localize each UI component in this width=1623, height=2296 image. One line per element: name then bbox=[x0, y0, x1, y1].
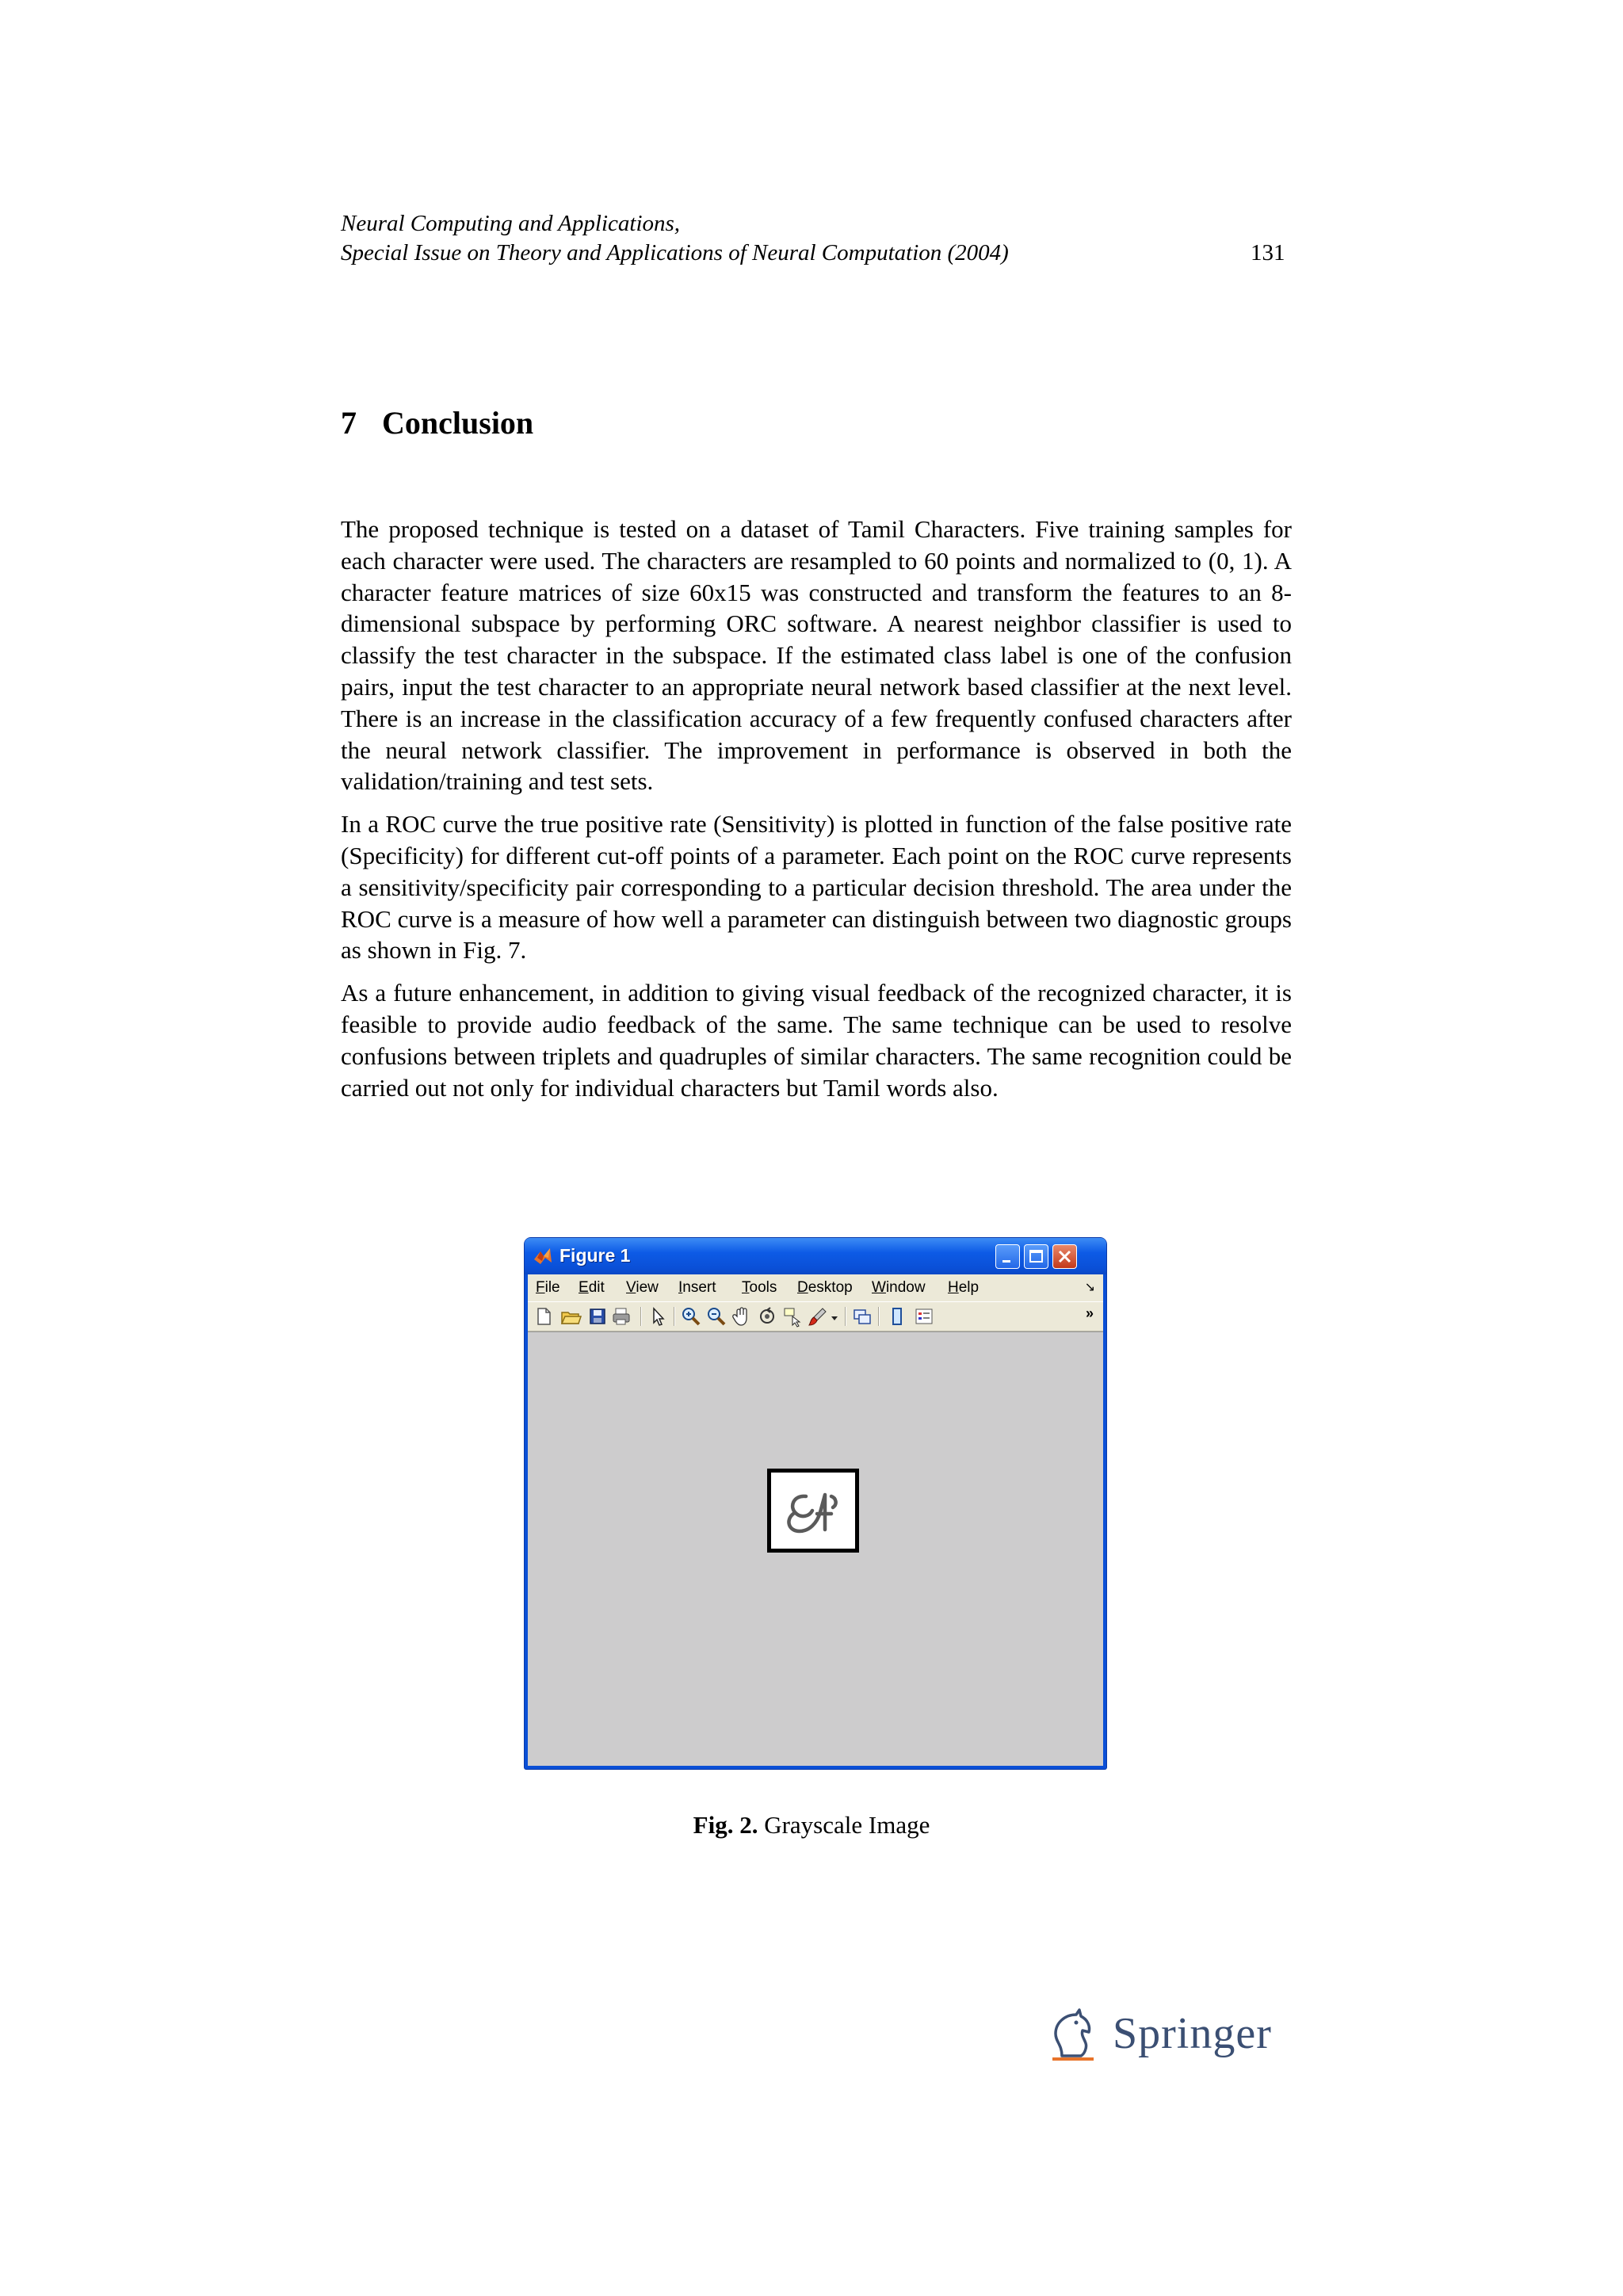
zoom-in-button[interactable] bbox=[680, 1305, 702, 1328]
section-heading bbox=[341, 404, 533, 442]
save-disk-icon bbox=[586, 1305, 609, 1328]
window-title: Figure 1 bbox=[559, 1245, 631, 1266]
open-file-button[interactable] bbox=[559, 1305, 582, 1328]
section-number: 7 bbox=[341, 405, 357, 441]
data-cursor-button[interactable] bbox=[781, 1305, 804, 1328]
menu-tools[interactable]: Tools bbox=[742, 1279, 777, 1296]
menu-edit[interactable]: Edit bbox=[579, 1279, 605, 1296]
caption-label: Fig. 2. bbox=[693, 1811, 758, 1839]
new-file-icon bbox=[533, 1305, 555, 1328]
menu-file[interactable]: File bbox=[536, 1279, 560, 1296]
toolbar bbox=[528, 1301, 1103, 1331]
zoom-out-button[interactable] bbox=[705, 1305, 727, 1328]
maximize-button[interactable] bbox=[1024, 1244, 1048, 1269]
menu-dock-arrow-icon[interactable]: ↘ bbox=[1084, 1281, 1095, 1294]
menu-bar bbox=[528, 1274, 1103, 1301]
brush-button[interactable] bbox=[807, 1305, 829, 1328]
page-number: 131 bbox=[1251, 240, 1285, 266]
figure-caption bbox=[0, 1809, 1623, 1841]
springer-knight-icon bbox=[1044, 2007, 1102, 2064]
toolbar-separator bbox=[640, 1307, 642, 1326]
print-button[interactable] bbox=[610, 1305, 632, 1328]
new-figure-button[interactable] bbox=[533, 1305, 555, 1328]
link-plot-button[interactable] bbox=[851, 1305, 873, 1328]
window-titlebar[interactable] bbox=[525, 1238, 1106, 1274]
toolbar-separator bbox=[674, 1307, 675, 1326]
pan-hand-icon bbox=[731, 1305, 753, 1328]
rotate-3d-button[interactable] bbox=[756, 1305, 778, 1328]
maximize-icon bbox=[1025, 1245, 1048, 1268]
dropdown-arrow-icon bbox=[829, 1305, 840, 1328]
tamil-character-a-image bbox=[782, 1480, 846, 1544]
menu-view[interactable]: View bbox=[626, 1279, 659, 1296]
legend-icon bbox=[913, 1305, 935, 1328]
colorbar-icon bbox=[886, 1305, 908, 1328]
menu-help[interactable]: Help bbox=[948, 1279, 980, 1296]
zoom-out-icon bbox=[705, 1305, 727, 1328]
journal-issue: Special Issue on Theory and Applications of Neural Computation (2004) bbox=[341, 240, 1009, 266]
close-button[interactable] bbox=[1052, 1244, 1077, 1269]
toolbar-overflow-icon[interactable]: » bbox=[1085, 1305, 1094, 1321]
publisher-name: Springer bbox=[1113, 2009, 1272, 2058]
close-icon bbox=[1053, 1245, 1076, 1268]
journal-title: Neural Computing and Applications, bbox=[341, 211, 681, 236]
figure-canvas bbox=[528, 1331, 1103, 1766]
rotate-3d-icon bbox=[756, 1305, 778, 1328]
minimize-icon bbox=[996, 1245, 1019, 1268]
publisher-logo bbox=[1044, 2007, 1298, 2064]
menu-window[interactable]: Window bbox=[872, 1279, 926, 1296]
figure-window bbox=[525, 1238, 1106, 1769]
brush-icon bbox=[807, 1305, 829, 1328]
paragraph: In a ROC curve the true positive rate (Sensitivity) is plotted in function of the false positive rate (Specificity) for different cut-off points of a parameter. Each point on the ROC curve represents a sensitivity/specificity pair corresponding to a particular decision threshold. The area under the ROC curve is a measure of how well a parameter can distinguish between two diagnostic groups as shown in Fig. 7. bbox=[341, 810, 1292, 965]
printer-icon bbox=[610, 1305, 632, 1328]
toolbar-separator bbox=[845, 1307, 846, 1326]
paragraph: The proposed technique is tested on a dataset of Tamil Characters. Five training samples for each character were used. The characters are resampled to 60 points and normalized to (0, 1). A character feature matrices of size 60x15 was constructed and transform the features to an 8-dimensional subspace by performing ORC software. A nearest neighbor classifier is used to classify the test character in the subspace. If the estimated class label is one of the confusion pairs, input the test character to an appropriate neural network based classifier at the next level. There is an increase in the classification accuracy of a few frequently confused characters after the neural network classifier. The improvement in performance is observed in both the validation/training and test sets. bbox=[341, 515, 1292, 796]
grayscale-image-axes bbox=[767, 1469, 859, 1553]
brush-dropdown-button[interactable] bbox=[829, 1305, 840, 1328]
open-folder-icon bbox=[559, 1305, 582, 1328]
pointer-arrow-icon bbox=[647, 1305, 669, 1328]
paragraph: As a future enhancement, in addition to giving visual feedback of the recognized character, it is feasible to provide audio feedback of the same. The same technique can be used to resolve confusions between triplets and quadruples of similar characters. The same recognition could be carried out not only for individual characters but Tamil words also. bbox=[341, 979, 1292, 1102]
edit-plot-button[interactable] bbox=[647, 1305, 669, 1328]
window-client-area bbox=[528, 1274, 1103, 1766]
matlab-logo-icon bbox=[533, 1247, 553, 1266]
body-text bbox=[341, 514, 1292, 1114]
menu-desktop[interactable]: Desktop bbox=[797, 1279, 853, 1296]
save-button[interactable] bbox=[586, 1305, 609, 1328]
caption-text: Grayscale Image bbox=[764, 1811, 930, 1839]
toolbar-separator bbox=[878, 1307, 880, 1326]
menu-insert[interactable]: Insert bbox=[678, 1279, 716, 1296]
legend-button[interactable] bbox=[913, 1305, 935, 1328]
pan-button[interactable] bbox=[731, 1305, 753, 1328]
minimize-button[interactable] bbox=[995, 1244, 1020, 1269]
journal-header bbox=[341, 209, 1292, 268]
colorbar-button[interactable] bbox=[886, 1305, 908, 1328]
section-title: Conclusion bbox=[382, 405, 534, 441]
link-plot-icon bbox=[851, 1305, 873, 1328]
zoom-in-icon bbox=[680, 1305, 702, 1328]
data-cursor-icon bbox=[781, 1305, 804, 1328]
